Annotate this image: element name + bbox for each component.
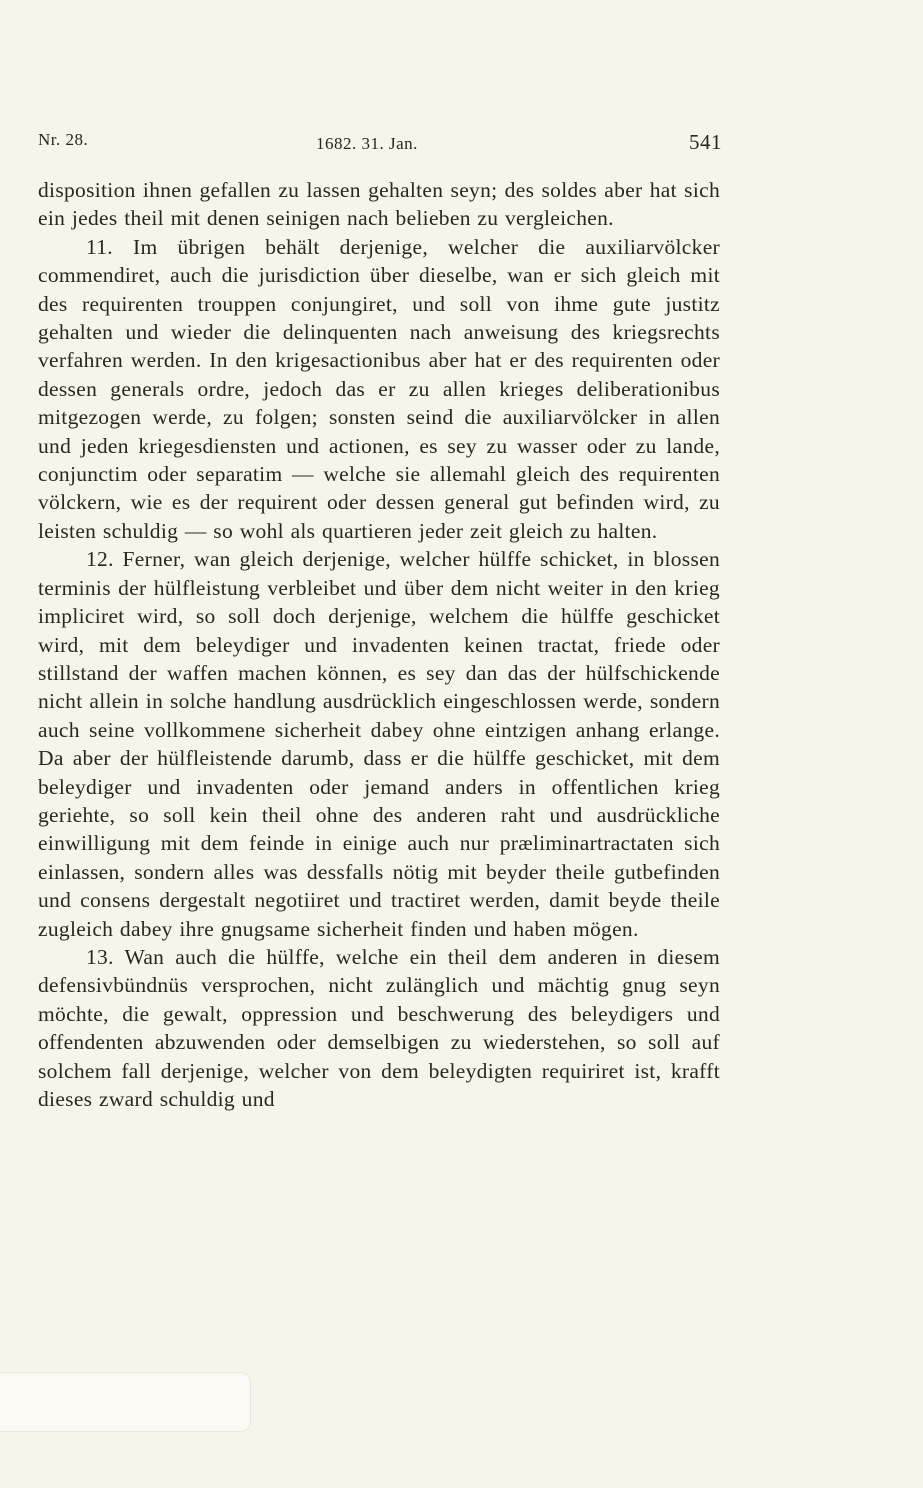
paragraph-12: 12. Ferner, wan gleich derjenige, welcher hülffe schicket, in blossen terminis der hülfleistung verbleibet und über dem nicht weiter in den krieg impliciret wird, so soll doch derjenige, welchem die hülffe geschicket wird, mit dem beleydiger und invadenten keinen tractat, friede oder stillstand der waffen machen können, es sey dan das der hülfschickende nicht allein in solche handlung ausdrücklich eingeschlossen werde, sondern auch seine vollkommene sicherheit dabey ohne eintzigen anhang erlange. Da aber der hülfleistende darumb, dass er die hülffe geschicket, mit dem beleydiger und invadenten oder jemand anders in offentlichen krieg geriehte, so soll kein theil ohne des anderen raht und ausdrückliche einwilligung mit dem feinde in einige auch nur præliminartractaten sich einlassen, sondern alles was dessfalls nötig mit beyder theile gutbefinden und consens dergestalt negotiiret und tractiret werden, damit beyde theile zugleich dabey ihre gnugsame sicherheit finden und haben mögen.	[38, 547, 720, 941]
document-number: Nr. 28.	[38, 130, 89, 149]
body-text	[38, 176, 720, 1113]
paragraph-continuation: disposition ihnen gefallen zu lassen gehalten seyn; des soldes aber hat sich ein jedes theil mit denen seinigen nach belieben zu vergleichen.	[38, 178, 720, 231]
document-date: 1682. 31. Jan.	[316, 134, 418, 153]
paragraph-11: 11. Im übrigen behält derjenige, welcher die auxiliarvölcker commendiret, auch die jurisdiction über dieselbe, wan er sich gleich mit des requirenten trouppen conjungiret, und soll von ihme gute justitz gehalten und wieder die delinquenten nach anweisung des kriegsrechts verfahren werden. In den krigesactionibus aber hat er des requirenten oder dessen generals ordre, jedoch das er zu allen krieges deliberationibus mitgezogen werde, zu folgen; sonsten seind die auxiliarvölcker in allen und jeden kriegesdiensten und actionen, es sey zu wasser oder zu lande, conjunctim oder separatim — welche sie allemahl gleich des requirenten völckern, wie es der requirent oder dessen general gut befinden wird, zu leisten schuldig — so wohl als quartieren jeder zeit gleich zu halten.	[38, 234, 720, 543]
paragraph-13: 13. Wan auch die hülffe, welche ein theil dem anderen in diesem defensivbündnüs versprochen, nicht zulänglich und mächtig gnug seyn möchte, die gewalt, oppression und beschwerung des beleydigers und offendenten abzuwenden oder demselbigen zu wiederstehen, so soll auf solchem fall derjenige, welcher von dem beleydigten requiriret ist, krafft dieses zward schuldig und	[38, 944, 720, 1111]
library-label-patch	[0, 1372, 251, 1432]
running-header	[38, 130, 722, 158]
page-number: 541	[689, 130, 722, 154]
